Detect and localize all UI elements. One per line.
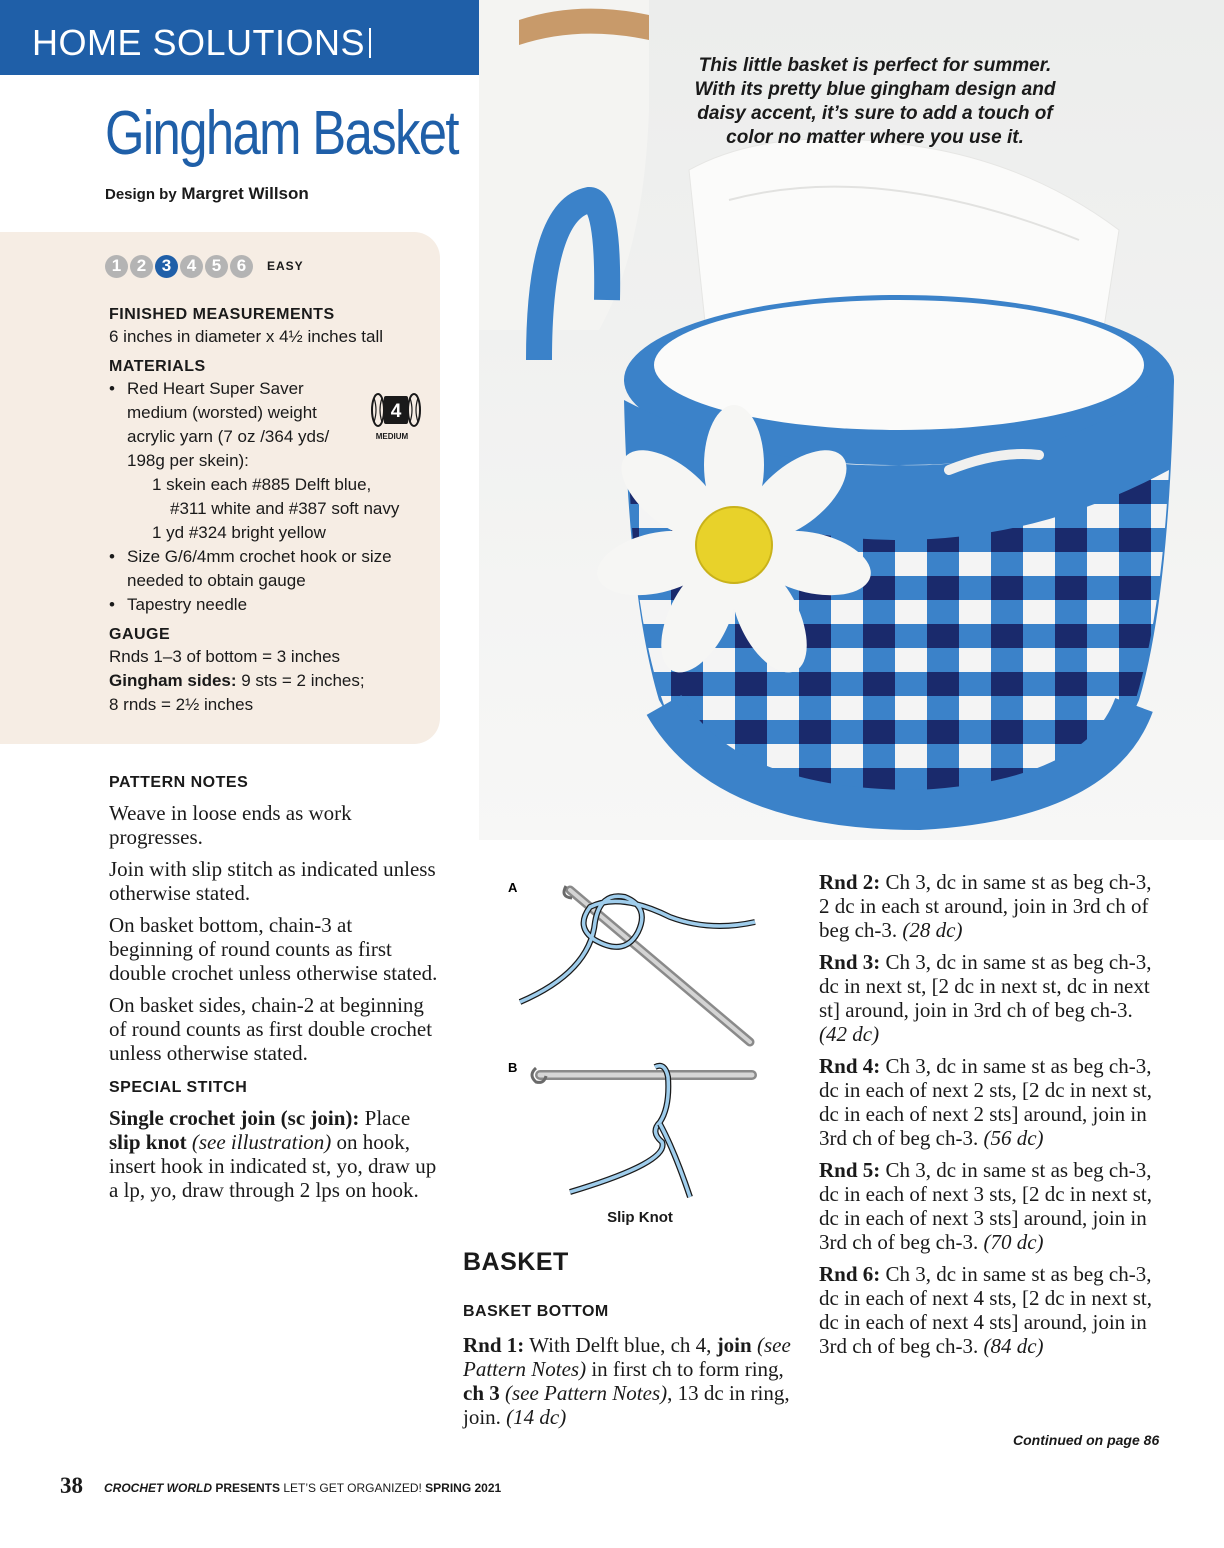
section-label: HOME SOLUTIONS: [32, 22, 371, 64]
yarn-line: medium (worsted) weight: [127, 403, 317, 422]
basket-heading: BASKET: [463, 1248, 569, 1276]
round-text: Ch 3, dc in same st as beg ch-3, dc in each of next 3 sts, [2 dc in next st, dc in each of next 3 sts] around, join in 3rd ch of beg ch-3.: [819, 1158, 1153, 1254]
round-4: [819, 1054, 1164, 1150]
round-text: , 13 dc in ring, join.: [463, 1381, 790, 1429]
skill-dot-3: 3: [155, 255, 178, 278]
info-content: [109, 306, 429, 717]
skill-dot-5: 5: [205, 255, 228, 278]
yarn-line: acrylic yarn (7 oz /364 yds/: [127, 427, 330, 446]
designer-credit: [105, 184, 309, 204]
round-5: [819, 1158, 1164, 1254]
special-stitch-text: [109, 1106, 439, 1202]
round-label: Rnd 5:: [819, 1158, 881, 1182]
round-count: (56 dc): [983, 1126, 1044, 1150]
round-label: Rnd 6:: [819, 1262, 881, 1286]
stitch-note: (see illustration): [186, 1130, 332, 1154]
measurements-text: 6 inches in diameter x 4½ inches tall: [109, 327, 384, 346]
round-text: With Delft blue, ch 4,: [524, 1333, 717, 1357]
material-needle: • Tapestry needle: [109, 593, 429, 617]
round-note: (see Pattern Notes): [463, 1333, 791, 1381]
round-text: Ch 3, dc in same st as beg ch-3, dc in each of next 4 sts, [2 dc in next st, dc in each of next 4 sts] around, join in 3rd ch of beg ch-3.: [819, 1262, 1153, 1358]
hook-line: needed to obtain gauge: [127, 571, 306, 590]
skill-dot-2: 2: [130, 255, 153, 278]
measurements-heading: FINISHED MEASUREMENTS: [109, 306, 335, 323]
round-bold: join: [716, 1333, 752, 1357]
note-paragraph: On basket sides, chain-2 at beginning of round counts as first double crochet unless otherwise stated.: [109, 993, 433, 1065]
materials-heading: MATERIALS: [109, 358, 206, 375]
round-text: Ch 3, dc in same st as beg ch-3, dc in next st, [2 dc in next st, dc in next st] around, join in 3rd ch of beg ch-3.: [819, 950, 1152, 1022]
special-stitch-heading: SPECIAL STITCH: [109, 1079, 248, 1096]
yarn-colors: 1 skein each #885 Delft blue,: [152, 475, 372, 494]
round-1: [463, 1333, 803, 1429]
round-label: Rnd 2:: [819, 870, 881, 894]
round-2: [819, 870, 1164, 942]
skill-dot-1: 1: [105, 255, 128, 278]
skill-label: EASY: [267, 259, 304, 273]
round-label: Rnd 3:: [819, 950, 881, 974]
skill-level-indicator: [105, 253, 304, 279]
footer-text: [104, 1481, 501, 1495]
footer-issue: LET’S GET ORGANIZED!: [280, 1481, 426, 1495]
round-3: [819, 950, 1164, 1046]
yarn-colors: 1 yd #324 bright yellow: [152, 523, 326, 542]
gauge-line: 8 rnds = 2½ inches: [109, 695, 254, 714]
stitch-slip-knot: slip knot: [109, 1130, 187, 1154]
round-6: [819, 1262, 1164, 1358]
skill-dot-4: 4: [180, 255, 203, 278]
rounds-column: [819, 870, 1164, 1366]
gauge-bold: Gingham sides:: [109, 671, 237, 690]
gauge-line: [109, 669, 429, 693]
round-text: in first ch to form ring,: [586, 1357, 784, 1381]
pattern-notes-heading: PATTERN NOTES: [109, 774, 249, 791]
skill-dot-6: 6: [230, 255, 253, 278]
round-text: Ch 3, dc in same st as beg ch-3, dc in each of next 2 sts, [2 dc in next st, dc in each of next 2 sts] around, join in 3rd ch of beg ch-3.: [819, 1054, 1153, 1150]
footer-presents: PRESENTS: [212, 1481, 281, 1495]
stitch-text: Place: [359, 1106, 411, 1130]
stitch-text: on hook, insert hook in indicated st, yo, draw up a lp, yo, draw through 2 lps on hook.: [109, 1130, 437, 1202]
hook-line: • Size G/6/4mm crochet hook or size: [127, 547, 392, 566]
stitch-name: Single crochet join (sc join):: [109, 1106, 360, 1130]
gauge-line: Rnds 1–3 of bottom = 3 inches: [109, 647, 341, 666]
material-hook: [109, 545, 429, 593]
diagram-caption: Slip Knot: [607, 1209, 673, 1226]
designer-prefix: Design by: [105, 186, 177, 203]
footer-season: SPRING 2021: [425, 1481, 502, 1495]
note-paragraph: Weave in loose ends as work progresses.: [109, 801, 352, 849]
materials-list-tools: [109, 545, 429, 617]
note-paragraph: Join with slip stitch as indicated unless otherwise stated.: [109, 857, 436, 905]
round-bold: ch 3: [463, 1381, 500, 1405]
round-text: Ch 3, dc in same st as beg ch-3, 2 dc in each st around, join in 3rd ch of beg ch-3.: [819, 870, 1152, 942]
yarn-line: 198g per skein):: [127, 451, 249, 470]
designer-name: Margret Willson: [181, 184, 309, 203]
round-label: Rnd 1:: [463, 1333, 525, 1357]
round-label: Rnd 4:: [819, 1054, 881, 1078]
note-paragraph: On basket bottom, chain-3 at beginning of round counts as first double crochet unless otherwise stated.: [109, 913, 438, 985]
round-count: (14 dc): [506, 1405, 567, 1429]
page-title: Gingham Basket: [105, 99, 458, 168]
diagram-label-a: A: [508, 880, 518, 895]
round-count: (84 dc): [983, 1334, 1044, 1358]
yarn-weight-label: MEDIUM: [375, 432, 409, 441]
round-note: (see Pattern Notes): [499, 1381, 668, 1405]
yarn-weight-number: 4: [390, 401, 402, 422]
gauge-heading: GAUGE: [109, 626, 171, 643]
basket-bottom-heading: BASKET BOTTOM: [463, 1303, 609, 1320]
footer-magazine: CROCHET WORLD: [104, 1481, 212, 1495]
round-count: (42 dc): [819, 1022, 880, 1046]
gauge-rest: 9 sts = 2 inches;: [236, 671, 365, 690]
continued-note: Continued on page 86: [1013, 1432, 1160, 1448]
yarn-line: • Red Heart Super Saver: [127, 379, 304, 398]
photo-caption: This little basket is perfect for summer. With its pretty blue gingham design and daisy accent, it’s sure to add a touch of color no matter where you use it.: [694, 55, 1056, 148]
yarn-colors: #311 white and #387 soft navy: [170, 499, 400, 518]
slip-knot-diagram: [500, 862, 790, 1202]
round-count: (28 dc): [902, 918, 963, 942]
page-number: 38: [60, 1473, 83, 1498]
pattern-notes: [109, 774, 439, 1210]
diagram-label-b: B: [508, 1060, 518, 1075]
round-count: (70 dc): [983, 1230, 1044, 1254]
